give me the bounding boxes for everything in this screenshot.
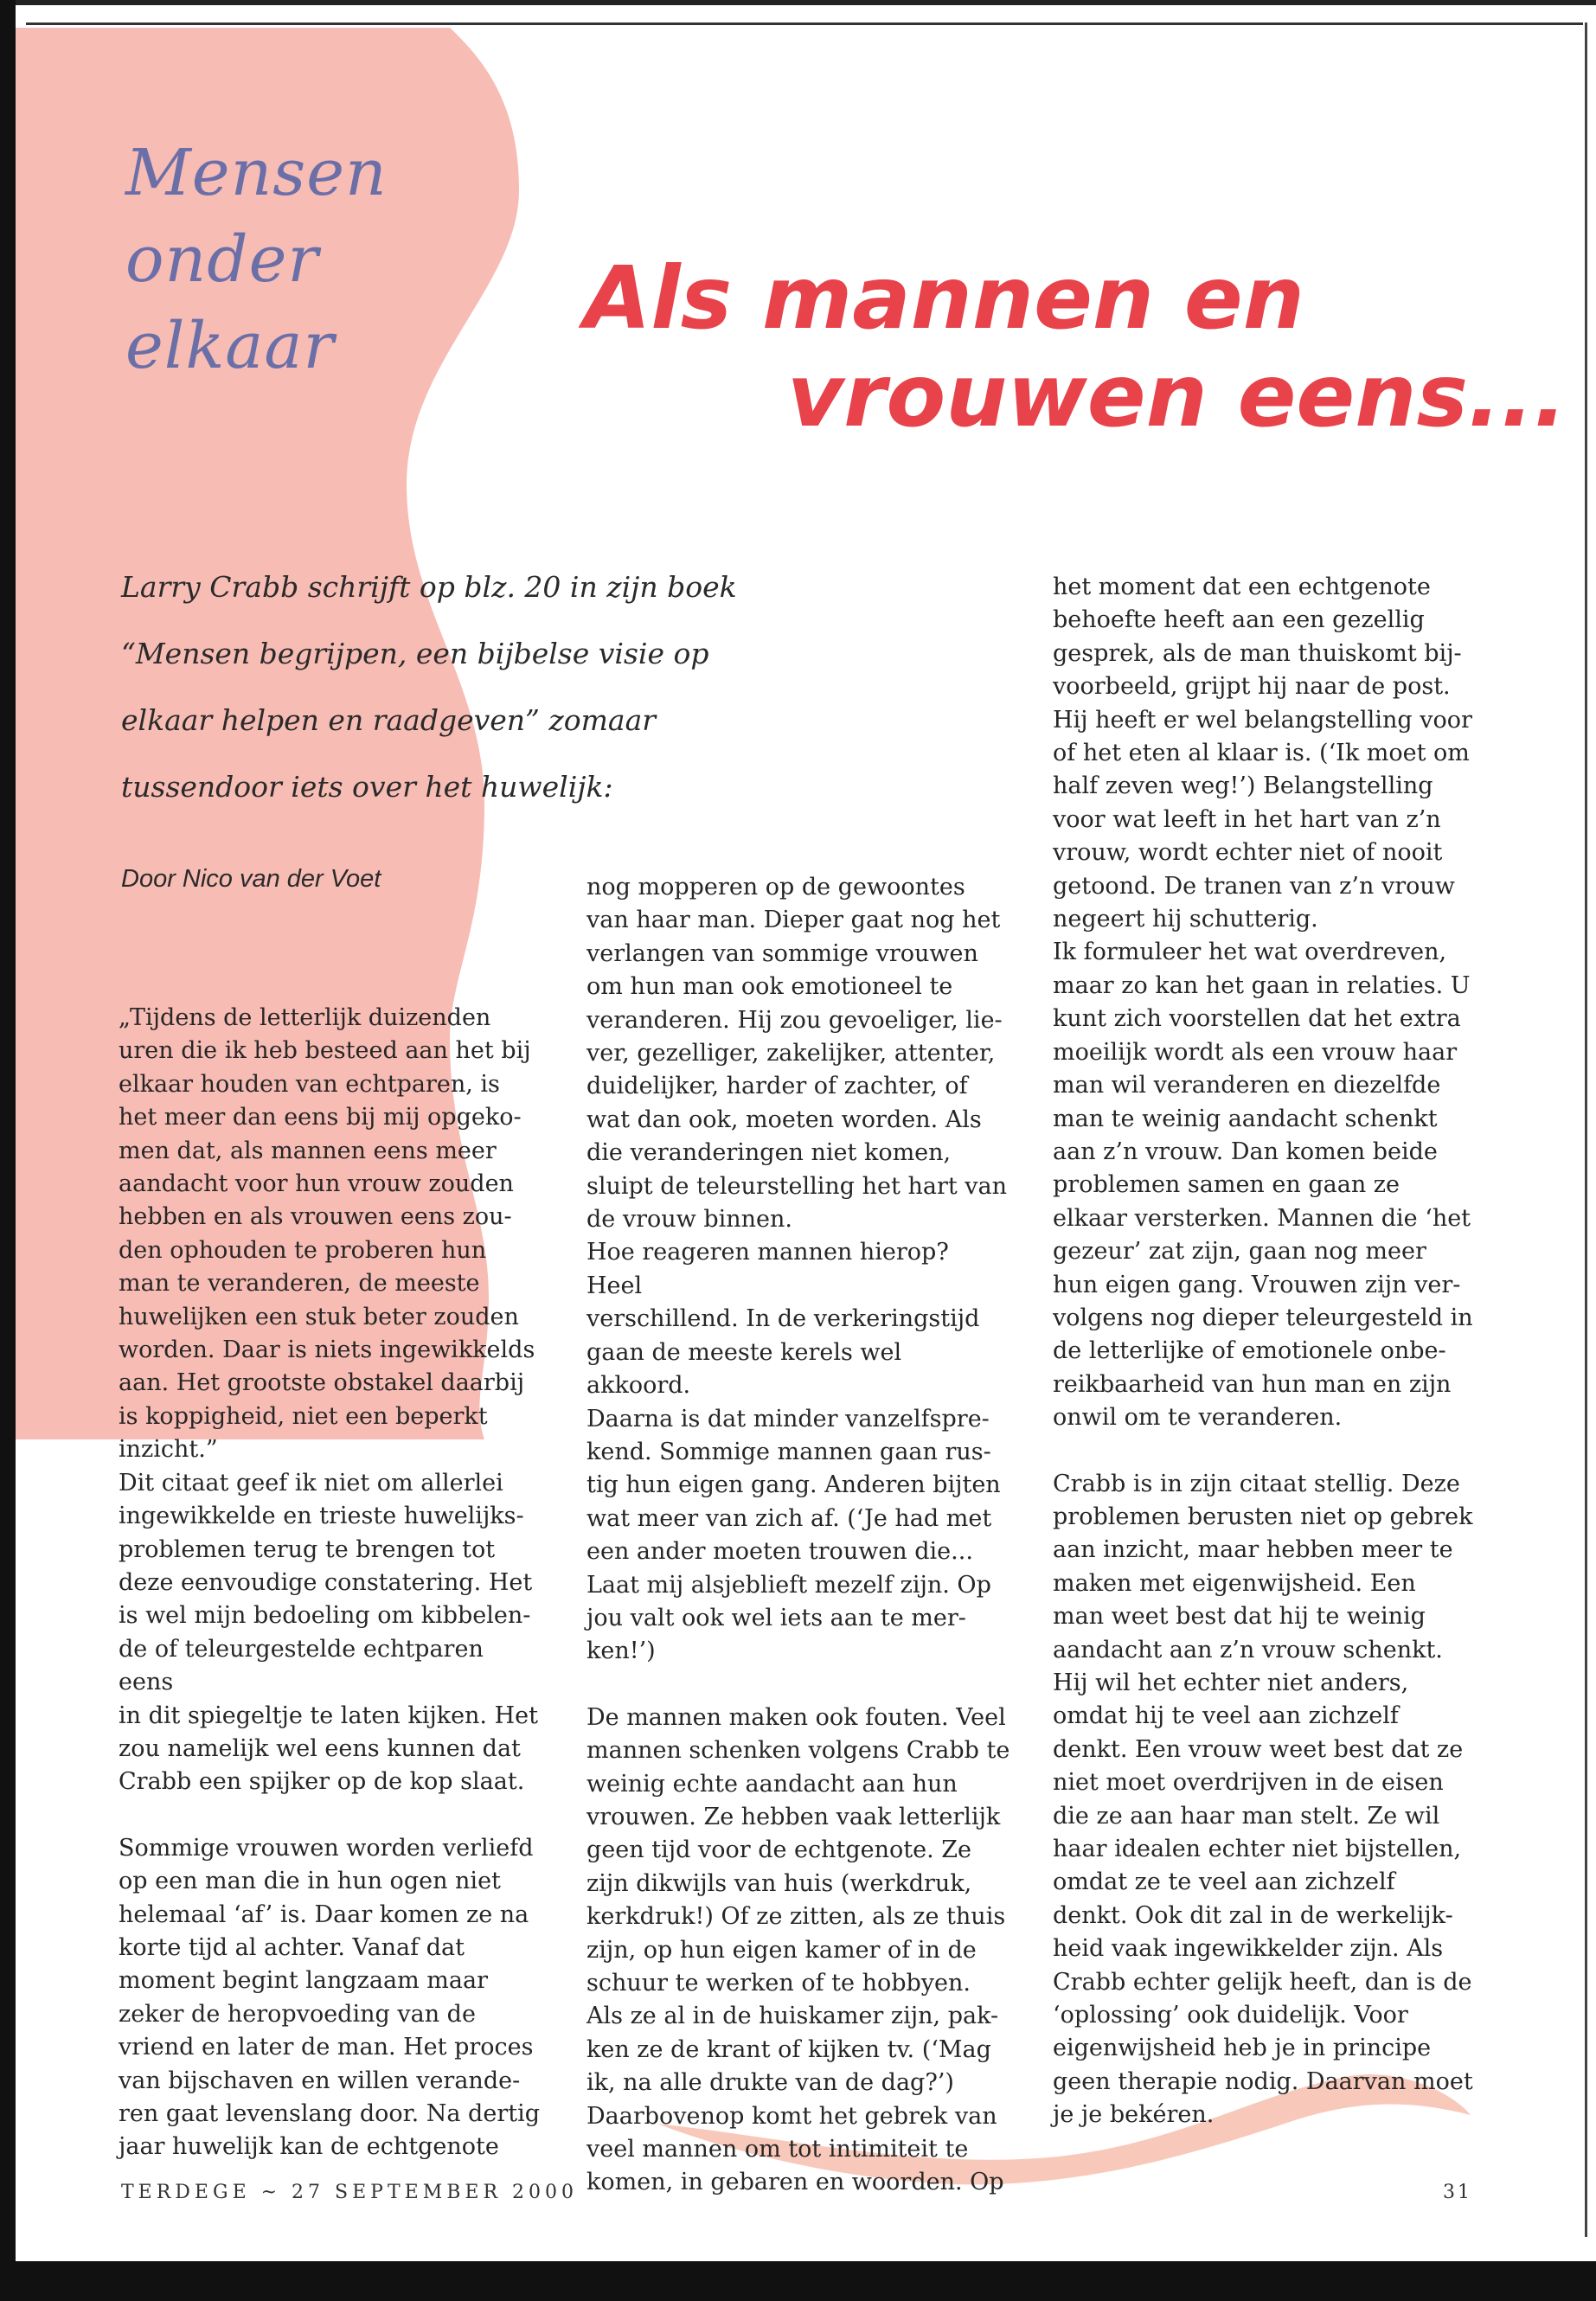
paragraph: De mannen maken ook fouten. Veel mannen schenken volgens Crabb te weinig echte aandacht aan hun vrouwen. Ze hebben vaak letterlijk geen tijd voor de echtgenote. Ze zijn dikwijls van huis (werkdruk, kerkdruk!) Of ze zitten, als ze thuis zijn, op hun eigen kamer of in de schuur te werken of te hobbyen. Als ze al in de huiskamer zijn, pak- ken ze de krant of kijken tv. (‘Mag ik, na alle drukte van de dag?’) Daarbovenop komt het gebrek van veel mannen om tot intimiteit te komen, in gebaren en woorden. Op [586, 1703, 1010, 2196]
scan-border-top [16, 0, 1596, 5]
column-label-line-2: onder [125, 222, 319, 297]
headline-line-1: Als mannen en [584, 247, 1304, 349]
article-column-2 [586, 871, 1010, 2200]
scan-line-top [26, 22, 1583, 25]
intro-paragraph: Larry Crabb schrijft op blz. 20 in zijn boek “Mensen begrijpen, een bijbelse visie op elkaar helpen en raadgeven” zomaar tussendoor iets over het huwelijk: [121, 570, 737, 804]
article-column-3 [1053, 571, 1485, 2132]
article-column-1 [119, 1002, 542, 2164]
paragraph: „Tijdens de letterlijk duizenden uren die ik heb besteed aan het bij elkaar houden van echtparen, is het meer dan eens bij mij opgeko- men dat, als mannen eens meer aandacht voor hun vrouw zouden hebben en als vrouwen eens zou- den ophouden te proberen hun man te veranderen, de meeste huwelijken een stuk beter zouden worden. Daar is niets ingewikkelds aan. Het grootste obstakel daarbij is koppigheid, niet een beperkt inzicht.” Dit citaat geef ik niet om allerlei ingewikkelde en trieste huwelijks- problemen terug te brengen tot deze eenvoudige constatering. Het is wel mijn bedoeling om kibbelen- de of teleurgestelde echtparen eens in dit spiegeltje te laten kijken. Het zou namelijk wel eens kunnen dat Crabb een spijker op de kop slaat. [119, 1004, 538, 1796]
scan-border-left [0, 0, 16, 2301]
page-number: 31 [1443, 2182, 1472, 2203]
byline: Door Nico van der Voet [121, 865, 381, 893]
paragraph: Crabb is in zijn citaat stellig. Deze problemen berusten niet op gebrek aan inzicht, maar hebben meer te maken met eigenwijsheid. Een man weet best dat hij te weinig aandacht aan z’n vrouw schenkt. Hij wil het echter niet anders, omdat hij te veel aan zichzelf denkt. Een vrouw weet best dat ze niet moet overdrijven in de eisen die ze aan haar man stelt. Ze wil haar idealen echter niet bijstellen, omdat ze te veel aan zichzelf denkt. Ook dit zal in de werkelijk- heid vaak ingewikkelder zijn. Als Crabb echter gelijk heeft, dan is de ‘oplossing’ ook duidelijk. Voor eigenwijsheid heb je in principe geen therapie nodig. Daarvan moet je je bekéren. [1053, 1470, 1473, 2129]
paragraph: het moment dat een echtgenote behoefte heeft aan een gezellig gesprek, als de man thuiskomt bij- voorbeeld, grijpt hij naar de post. Hij heeft er wel belangstelling voor of het eten al klaar is. (‘Ik moet om half zeven weg!’) Belangstelling voor wat leeft in het hart van z’n vrouw, wordt echter niet of nooit getoond. De tranen van z’n vrouw negeert hij schutterig. Ik formuleer het wat overdreven, maar zo kan het gaan in relaties. U kunt zich voorstellen dat het extra moeilijk wordt als een vrouw haar man wil veranderen en diezelfde man te weinig aandacht schenkt aan z’n vrouw. Dan komen beide problemen samen en gaan ze elkaar versterken. Mannen die ‘het gezeur’ zat zijn, gaan nog meer hun eigen gang. Vrouwen zijn ver- volgens nog dieper teleurgesteld in de letterlijke of emotionele onbe- reikbaarheid van hun man en zijn onwil om te veranderen. [1053, 574, 1473, 1432]
scan-line-right [1585, 22, 1587, 2237]
column-label-line-1: Mensen [125, 136, 388, 210]
column-label [125, 130, 471, 389]
footer-publication: TERDEGE ~ 27 SEPTEMBER 2000 [121, 2182, 579, 2203]
column-label-line-3: elkaar [125, 309, 335, 383]
paragraph: nog mopperen op de gewoontes van haar man. Dieper gaat nog het verlangen van sommige vrouwen om hun man ook emotioneel te veranderen. Hij zou gevoeliger, lie- ver, gezelliger, zakelijker, attenter, duidelijker, harder of zachter, of wat dan ook, moeten worden. Als die veranderingen niet komen, sluipt de teleurstelling het hart van de vrouw binnen. Hoe reageren mannen hierop? Heel verschillend. In de verkeringstijd gaan de meeste kerels wel akkoord. Daarna is dat minder vanzelfspre- kend. Sommige mannen gaan rus- tig hun eigen gang. Anderen bijten wat meer van zich af. (‘Je had met een ander moeten trouwen die... Laat mij alsjeblieft mezelf zijn. Op jou valt ook wel iets aan te mer- ken!’) [586, 874, 1008, 1665]
headline-line-2: vrouwen eens... [787, 345, 1567, 446]
scan-border-bottom [0, 2261, 1596, 2301]
paragraph: Sommige vrouwen worden verliefd op een man die in hun ogen niet helemaal ‘af’ is. Daar komen ze na korte tijd al achter. Vanaf dat moment begint langzaam maar zeker de heropvoeding van de vriend en later de man. Het proces van bijschaven en willen verande- ren gaat levenslang door. Na dertig jaar huwelijk kan de echtgenote [119, 1834, 540, 2161]
